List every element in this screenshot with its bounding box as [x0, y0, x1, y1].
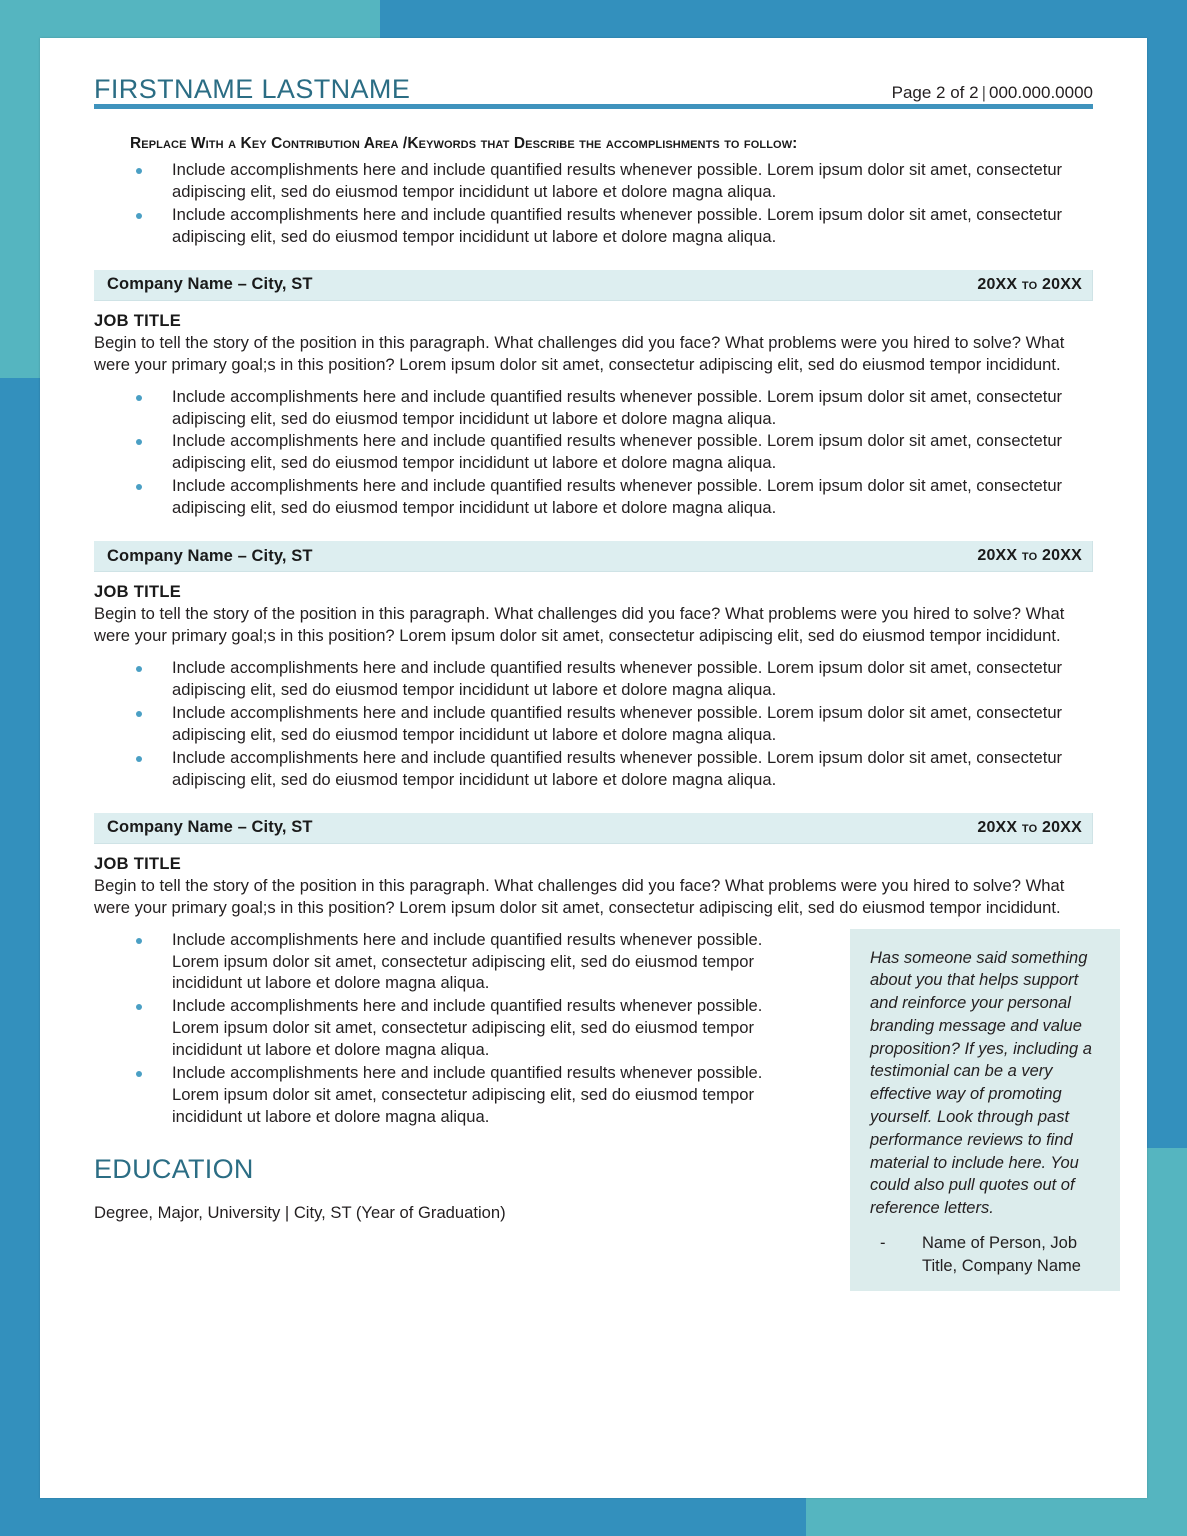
resume-page-sheet — [40, 38, 1147, 1498]
testimonial-attribution — [870, 1232, 1104, 1278]
attribution-dash: - — [880, 1233, 886, 1252]
accomplishment-bullets — [94, 929, 794, 1128]
employment-dates: 20XX to 20XX — [977, 547, 1082, 565]
frame-band-bottom-right — [806, 1498, 1187, 1536]
education-heading: EDUCATION — [94, 1153, 254, 1184]
resume-body — [94, 109, 1093, 1275]
company-header-bar — [94, 813, 1093, 844]
frame-band-top-right — [380, 0, 1187, 38]
key-contribution-bullets — [94, 159, 1093, 248]
frame-band-top-left — [0, 0, 380, 38]
frame-band-left-top — [0, 0, 40, 378]
list-item: Include accomplishments here and include quantified results whenever possible. Lorem ipsum dolor sit amet, consectetur adipiscing elit, sed do eiusmod tempor incididunt ut labore et dolore magna aliqua. — [94, 475, 1093, 519]
company-name: Company Name – City, ST — [107, 546, 313, 565]
testimonial-quote: Has someone said something about you that helps support and reinforce your personal branding message and value proposition? If yes, including a testimonial can be a very effective way of promoting yourself. Look through past performance reviews to find material to include here. You could also pull quotes out of reference letters. — [870, 948, 1092, 1218]
key-contribution-block — [94, 135, 1093, 248]
key-contribution-heading: Replace With a Key Contribution Area /Keywords that Describe the accomplishments to follow: — [130, 135, 798, 152]
employment-dates: 20XX to 20XX — [977, 818, 1082, 836]
company-header-bar — [94, 270, 1093, 301]
company-header-bar — [94, 541, 1093, 572]
job-summary: Begin to tell the story of the position in this paragraph. What challenges did you face? What problems were you hired to solve? What were your primary goal;s in this position? Lorem ipsum dolor sit amet, consectetur adipiscing elit, sed do eiusmod tempor incididunt. — [94, 875, 1065, 917]
job-title: JOB TITLE — [94, 854, 182, 873]
accomplishment-bullets — [94, 386, 1093, 519]
list-item: Include accomplishments here and include quantified results whenever possible. Lorem ipsum dolor sit amet, consectetur adipiscing elit, sed do eiusmod tempor incididunt ut labore et dolore magna aliqua. — [94, 430, 1093, 474]
list-item: Include accomplishments here and include quantified results whenever possible. Lorem ipsum dolor sit amet, consectetur adipiscing elit, sed do eiusmod tempor incididunt ut labore et dolore magna aliqua. — [94, 747, 1093, 791]
experience-entry-1 — [94, 270, 1093, 519]
experience-entry-2 — [94, 541, 1093, 790]
job-summary: Begin to tell the story of the position in this paragraph. What challenges did you face? What problems were you hired to solve? What were your primary goal;s in this position? Lorem ipsum dolor sit amet, consectetur adipiscing elit, sed do eiusmod tempor incididunt. — [94, 332, 1065, 374]
frame-band-bottom-left — [0, 1498, 806, 1536]
list-item: Include accomplishments here and include quantified results whenever possible. Lorem ipsum dolor sit amet, consectetur adipiscing elit, sed do eiusmod tempor incididunt ut labore et dolore magna aliqua. — [94, 159, 1093, 203]
employment-dates: 20XX to 20XX — [977, 275, 1082, 293]
company-name: Company Name – City, ST — [107, 818, 313, 836]
testimonial-callout — [850, 929, 1120, 1292]
page-number-label: Page 2 of 2 — [891, 83, 979, 102]
attribution-name: Name of Person, Job Title, Company Name — [922, 1233, 1081, 1275]
document-header — [94, 76, 1093, 109]
education-entry: Degree, Major, University | City, ST (Year of Graduation) — [94, 1202, 506, 1222]
frame-band-right-top — [1147, 0, 1187, 1148]
phone-number: 000.000.0000 — [989, 83, 1093, 102]
list-item: Include accomplishments here and include quantified results whenever possible. Lorem ipsum dolor sit amet, consectetur adipiscing elit, sed do eiusmod tempor incididunt ut labore et dolore magna aliqua. — [94, 204, 1093, 248]
frame-band-left-bottom — [0, 378, 40, 1536]
list-item: Include accomplishments here and include quantified results whenever possible. Lorem ipsum dolor sit amet, consectetur adipiscing elit, sed do eiusmod tempor incididunt ut labore et dolore magna aliqua. — [94, 702, 1093, 746]
list-item: Include accomplishments here and include quantified results whenever possible. Lorem ipsum dolor sit amet, consectetur adipiscing elit, sed do eiusmod tempor incididunt ut labore et dolore magna aliqua. — [94, 1062, 794, 1128]
job-summary: Begin to tell the story of the position in this paragraph. What challenges did you face? What problems were you hired to solve? What were your primary goal;s in this position? Lorem ipsum dolor sit amet, consectetur adipiscing elit, sed do eiusmod tempor incididunt. — [94, 604, 1065, 646]
list-item: Include accomplishments here and include quantified results whenever possible. Lorem ipsum dolor sit amet, consectetur adipiscing elit, sed do eiusmod tempor incididunt ut labore et dolore magna aliqua. — [94, 929, 794, 995]
job-title: JOB TITLE — [94, 311, 182, 330]
list-item: Include accomplishments here and include quantified results whenever possible. Lorem ipsum dolor sit amet, consectetur adipiscing elit, sed do eiusmod tempor incididunt ut labore et dolore magna aliqua. — [94, 995, 794, 1061]
page-meta — [892, 84, 1093, 103]
page-title: FIRSTNAME LASTNAME — [94, 74, 411, 104]
list-item: Include accomplishments here and include quantified results whenever possible. Lorem ipsum dolor sit amet, consectetur adipiscing elit, sed do eiusmod tempor incididunt ut labore et dolore magna aliqua. — [94, 657, 1093, 701]
accomplishment-bullets — [94, 657, 1093, 790]
meta-separator: | — [981, 83, 986, 102]
frame-band-right-bottom — [1147, 1148, 1187, 1536]
company-name: Company Name – City, ST — [107, 275, 313, 294]
list-item: Include accomplishments here and include quantified results whenever possible. Lorem ipsum dolor sit amet, consectetur adipiscing elit, sed do eiusmod tempor incididunt ut labore et dolore magna aliqua. — [94, 386, 1093, 430]
job-title: JOB TITLE — [94, 583, 182, 602]
